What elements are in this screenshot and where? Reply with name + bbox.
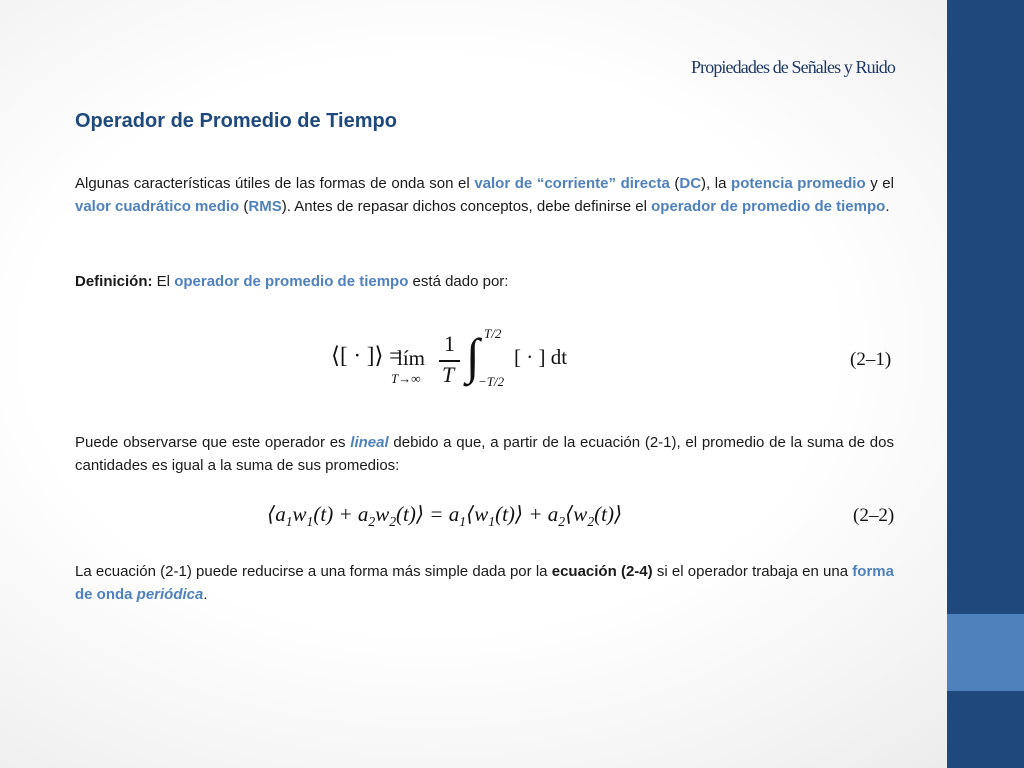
section-title: Operador de Promedio de Tiempo — [75, 110, 397, 132]
periodic-paragraph: La ecuación (2-1) puede reducirse a una forma más simple dada por la ecuación (2-4) si el operador trabaja en una forma de onda periódica. — [75, 563, 894, 603]
slide-header-title: Propiedades de Señales y Ruido — [691, 57, 895, 77]
linearity-paragraph: Puede observarse que este operador es lineal debido a que, a partir de la ecuación (2-1), el promedio de la suma de dos cantidades es igual a la suma de sus promedios: — [75, 434, 894, 474]
sidebar-band — [947, 0, 1024, 768]
equation-2-2-number: (2–2) — [853, 505, 895, 526]
definition-paragraph: Definición: El operador de promedio de tiempo está dado por: — [75, 273, 509, 290]
integral-sign: ∫ — [466, 328, 480, 384]
equation-2-2: $⟨a_1w_1(t)$ + $a_2w_2(t)⟩$ = $a_1⟨w_1(t)⟩$ + $a_2⟨w_2(t)⟩$ — [267, 502, 623, 530]
sidebar-accent-block — [947, 614, 1024, 691]
intro-paragraph: Algunas características útiles de las formas de onda son el valor de “corriente” directa (DC), la potencia promedio y el valor cuadrático medio (RMS). Antes de repasar dichos conceptos, debe definirse el operador de promedio de tiempo. — [75, 175, 894, 215]
